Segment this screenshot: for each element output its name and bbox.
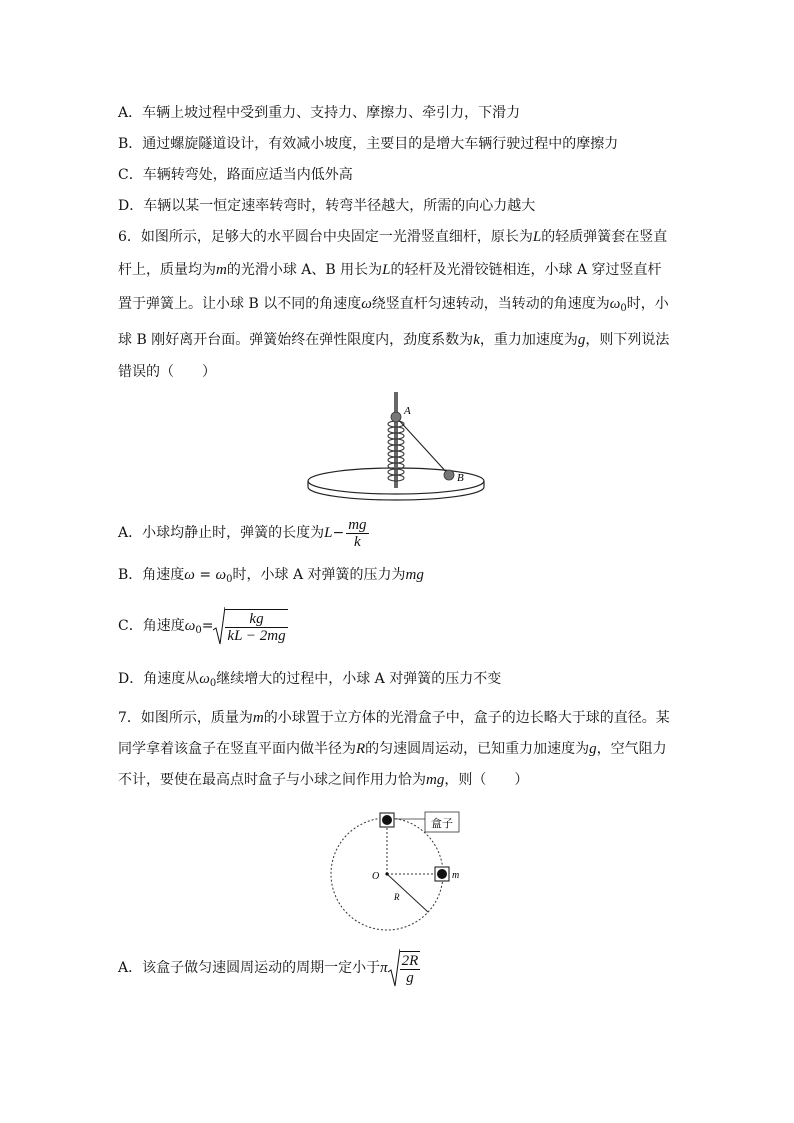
q7-stem-line-2: 同学拿着该盒子在竖直平面内做半径为R的匀速圆周运动，已知重力加速度为g，空气阻力 (118, 741, 667, 757)
ball-top (382, 815, 392, 825)
q6-stem-line-3: 置于弹簧上。让小球 B 以不同的角速度ω绕竖直杆匀速转动，当转动的角速度为$\omega_0$时，小 (118, 296, 669, 314)
label-b: B (457, 472, 464, 484)
prev-option-d: D．车辆以某一恒定速率转弯时，转弯半径越大，所需的向心力越大 (118, 198, 536, 214)
label-o: O (372, 871, 380, 882)
ball-b (444, 470, 454, 480)
label-m: m (452, 870, 460, 881)
prev-option-c: C．车辆转弯处，路面应适当内低外高 (118, 167, 353, 183)
q6-option-a: A．小球均静止时，弹簧的长度为L− $\frac{mg}{k}$ (118, 516, 367, 550)
prev-option-b: B．通过螺旋隧道设计，有效减小坡度，主要目的是增大车辆行驶过程中的摩擦力 (118, 136, 619, 152)
q6-option-b: B．角速度$\omega = \omega_0$时，小球 A 对弹簧的压力为mg (118, 567, 424, 585)
q6-stem-line-2: 杆上，质量均为m的光滑小球 A、B 用长为L的轻杆及光滑铰链相连，小球 A 穿过竖直杆 (118, 262, 662, 278)
vertical-rod (394, 392, 398, 488)
sqrt-expression-c: $\frac{kg}{kL - 2mg}$ (213, 606, 289, 646)
q7-figure (325, 808, 475, 933)
q7-option-a: A．该盒子做匀速圆周运动的周期一定小于π $\frac{2R}{g}$ (118, 948, 422, 988)
q6-figure (300, 388, 500, 510)
ball-right (437, 869, 447, 879)
q6-stem-line-4: 球 B 刚好离开台面。弹簧始终在弹性限度内，劲度系数为k，重力加速度为g，则下列说法 (118, 332, 670, 348)
label-box: 盒子 (431, 817, 453, 830)
prev-option-a: A．车辆上坡过程中受到重力、支持力、摩擦力、牵引力，下滑力 (118, 105, 521, 121)
sqrt-expression-q7: $\frac{2R}{g}$ (388, 948, 423, 988)
q7-stem-line-1: 7．如图所示，质量为m的小球置于立方体的光滑盒子中，盒子的边长略大于球的直径。某 (118, 710, 670, 726)
fraction-mg-over-k: $\frac{mg}{k}$ (348, 516, 367, 550)
q6-stem-line-5: 错误的（ ） (118, 364, 216, 380)
q7-stem-line-3: 不计，要使在最高点时盒子与小球之间作用力恰为mg，则（ ） (118, 772, 529, 788)
q6-option-c: C．角速度$\omega_0=$ $\frac{kg}{kL - 2mg}$ (118, 606, 290, 651)
label-r: R (394, 892, 400, 902)
label-a: A (404, 405, 411, 417)
center-point (385, 872, 388, 875)
q6-option-d: D．角速度从$\omega_0$继续增大的过程中，小球 A 对弹簧的压力不变 (118, 671, 502, 689)
q6-stem-line-1: 6．如图所示，足够大的水平圆台中央固定一光滑竖直细杆，原长为L的轻质弹簧套在竖直 (118, 229, 668, 245)
ball-a (391, 412, 401, 422)
